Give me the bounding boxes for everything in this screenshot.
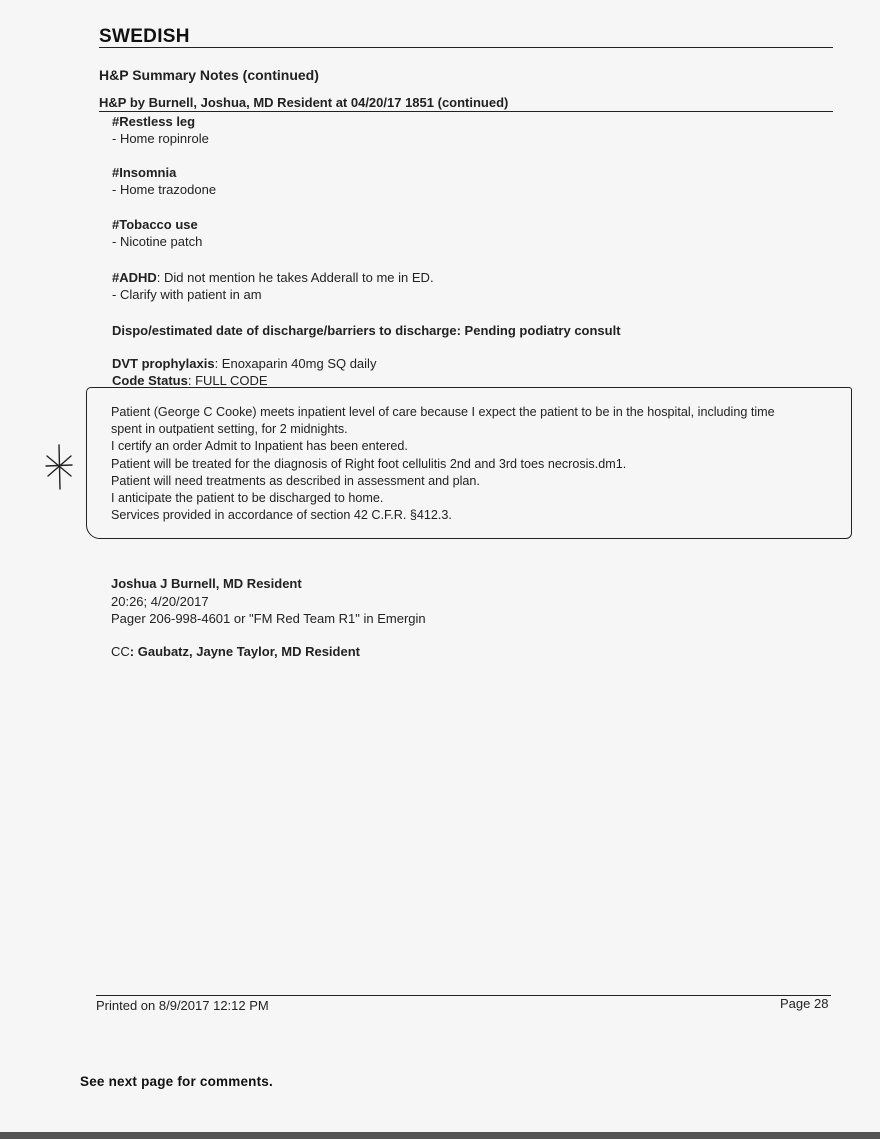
statement-line: Patient (George C Cooke) meets inpatient level of care because I expect the patient to be in the hospital, including time [111,405,775,419]
statement-line: Patient will need treatments as described in assessment and plan. [111,473,480,488]
problem-heading: #Restless leg [112,114,196,129]
signed-datetime: 20:26; 4/20/2017 [111,593,209,609]
handwritten-asterisk-icon [44,442,74,492]
signature-block [111,575,426,628]
note-header: H&P by Burnell, Joshua, MD Resident at 04/20/17 1851 (continued) [99,95,509,110]
cc-label: CC [111,644,130,659]
statement-line: I certify an order Admit to Inpatient has been entered. [111,439,408,454]
problem-detail: - Nicotine patch [112,234,203,249]
problem-restless-leg [112,113,209,147]
code-status-value: : FULL CODE [187,373,268,388]
cc-line [111,644,360,659]
problem-heading: #Insomnia [112,165,177,180]
problem-detail: - Home ropinrole [112,131,209,146]
see-next-page-note: See next page for comments. [80,1074,273,1089]
statement-line: I anticipate the patient to be discharged to home. [111,491,384,506]
problem-text: : Did not mention he takes Adderall to me in ED. [156,270,434,285]
dvt-code-block [112,355,376,389]
problem-adhd [112,269,434,303]
statement-line: Services provided in accordance of section 42 C.F.R. §412.3. [111,508,452,523]
brand-title: SWEDISH [99,26,190,47]
cc-value: : Gaubatz, Jayne Taylor, MD Resident [129,644,360,659]
problem-heading: #Tobacco use [112,217,198,232]
header-rule [99,47,833,48]
problem-insomnia [112,164,216,198]
problem-detail: - Clarify with patient in am [112,287,262,302]
note-header-rule [99,111,833,112]
problem-tobacco [112,216,202,250]
footer-rule [96,995,831,996]
printed-date: Printed on 8/9/2017 12:12 PM [96,998,269,1013]
problem-detail: - Home trazodone [112,182,217,197]
page-number: Page 28 [780,996,829,1011]
inpatient-statement [111,404,836,524]
statement-line: Patient will be treated for the diagnosis of Right foot cellulitis 2nd and 3rd toes necrosis.dm1. [111,456,627,471]
statement-line: spent in outpatient setting, for 2 midnights. [111,422,348,437]
problem-heading: #ADHD [112,270,157,285]
signer-name: Joshua J Burnell, MD Resident [111,576,302,591]
dvt-label: DVT prophylaxis [112,356,215,371]
section-title: H&P Summary Notes (continued) [99,67,319,83]
code-status-label: Code Status [112,373,188,388]
dvt-value: : Enoxaparin 40mg SQ daily [214,356,377,371]
pager-info: Pager 206-998-4601 or "FM Red Team R1" in Emergin [111,611,426,626]
dispo-line: Dispo/estimated date of discharge/barriers to discharge: Pending podiatry consult [112,323,621,338]
